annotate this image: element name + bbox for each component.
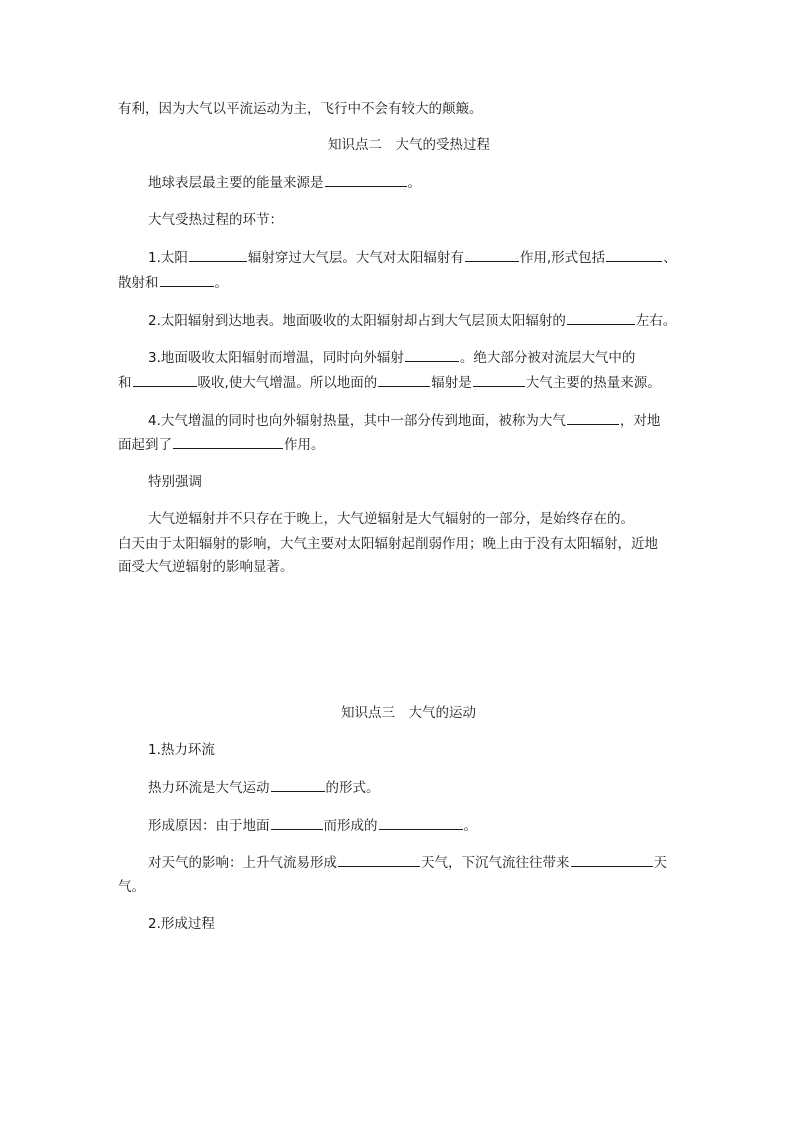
definition-text-b: 的形式。 <box>325 780 380 796</box>
item2-line <box>148 310 676 331</box>
item1-text-c: 作用,形式包括 <box>519 250 606 266</box>
blank-counter-radiation[interactable] <box>567 410 619 425</box>
process-title: 大气受热过程的环节： <box>148 212 283 228</box>
cause-line <box>148 815 477 836</box>
note-title: 特别强调 <box>148 474 202 490</box>
cause-text-b: 而形成的 <box>323 818 378 834</box>
item4-text-c: 面起到了 <box>118 437 172 453</box>
cause-text-a: 形成原因：由于地面 <box>148 818 270 834</box>
item4-text-a: 4.大气增温的同时也向外辐射热量，其中一部分传到地面，被称为大气 <box>148 413 566 429</box>
blank-circulation[interactable] <box>379 815 463 830</box>
blank-sinking-weather[interactable] <box>571 852 653 867</box>
sub-heading-2: 2.形成过程 <box>148 916 215 932</box>
definition-line <box>148 777 380 798</box>
weather-line1 <box>148 852 667 873</box>
blank-energy-source[interactable] <box>325 172 407 187</box>
item4-text-d: 作用。 <box>284 437 325 453</box>
item1-text-f: 。 <box>214 275 228 291</box>
blank-weakening[interactable] <box>465 247 519 262</box>
intro-tail-text: 有利，因为大气以平流运动为主，飞行中不会有较大的颠簸。 <box>118 101 483 117</box>
item4-line1 <box>148 410 660 431</box>
item1-line1 <box>148 247 677 268</box>
item4-text-b: ，对地 <box>619 413 661 429</box>
blank-absorber[interactable] <box>133 372 197 387</box>
weather-text-c: 天 <box>653 855 667 871</box>
blank-simplest[interactable] <box>271 777 325 792</box>
item3-text-c: 和 <box>118 375 132 391</box>
item3-text-a: 3.地面吸收太阳辐射而增温，同时向外辐射 <box>148 350 404 366</box>
item1-text-a: 1.太阳 <box>148 250 188 266</box>
item4-line2 <box>118 434 325 455</box>
sub-heading-1: 1.热力环流 <box>148 742 215 758</box>
item3-text-d: 吸收,使大气增温。所以地面的 <box>197 375 378 391</box>
item3-text-b: 。绝大部分被对流层大气中的 <box>459 350 636 366</box>
item3-text-e: 辐射是 <box>431 375 472 391</box>
blank-form1[interactable] <box>606 247 662 262</box>
energy-source-line <box>148 172 421 193</box>
item3-line1 <box>148 347 635 368</box>
blank-atmos-layer[interactable] <box>473 372 525 387</box>
item2-text-b: 左右。 <box>635 313 677 329</box>
note-line3: 面受大气逆辐射的影响显著。 <box>118 559 294 575</box>
blank-form2[interactable] <box>160 272 214 287</box>
blank-uneven-heating[interactable] <box>271 815 323 830</box>
item2-text-a: 2.太阳辐射到达地表。地面吸收的太阳辐射却占到大气层顶太阳辐射的 <box>148 313 566 329</box>
blank-rising-weather[interactable] <box>338 852 420 867</box>
blank-ground-radiation[interactable] <box>405 347 459 362</box>
blank-proportion[interactable] <box>567 310 635 325</box>
weather-line2: 气。 <box>118 879 145 895</box>
blank-effect[interactable] <box>173 434 283 449</box>
section-heading-3: 知识点三 大气的运动 <box>341 705 476 721</box>
definition-text-a: 热力环流是大气运动 <box>148 780 270 796</box>
note-line1: 大气逆辐射并不只存在于晚上，大气逆辐射是大气辐射的一部分，是始终存在的。 <box>148 511 634 527</box>
note-line2: 白天由于太阳辐射的影响，大气主要对太阳辐射起削弱作用；晚上由于没有太阳辐射，近地 <box>118 536 658 552</box>
section-heading-2: 知识点二 大气的受热过程 <box>328 137 490 153</box>
weather-text-b: 天气，下沉气流往往带来 <box>421 855 570 871</box>
item1-text-d: 、 <box>663 250 677 266</box>
item3-line2 <box>118 372 661 393</box>
blank-solar-type[interactable] <box>189 247 247 262</box>
energy-text-end: 。 <box>407 175 421 191</box>
item1-line2 <box>118 272 228 293</box>
item1-text-e: 散射和 <box>118 275 159 291</box>
blank-ground-type[interactable] <box>378 372 430 387</box>
item1-text-b: 辐射穿过大气层。大气对太阳辐射有 <box>247 250 464 266</box>
cause-text-c: 。 <box>463 818 477 834</box>
item3-text-f: 大气主要的热量来源。 <box>525 375 661 391</box>
energy-text: 地球表层最主要的能量来源是 <box>148 175 324 191</box>
weather-text-a: 对天气的影响：上升气流易形成 <box>148 855 337 871</box>
